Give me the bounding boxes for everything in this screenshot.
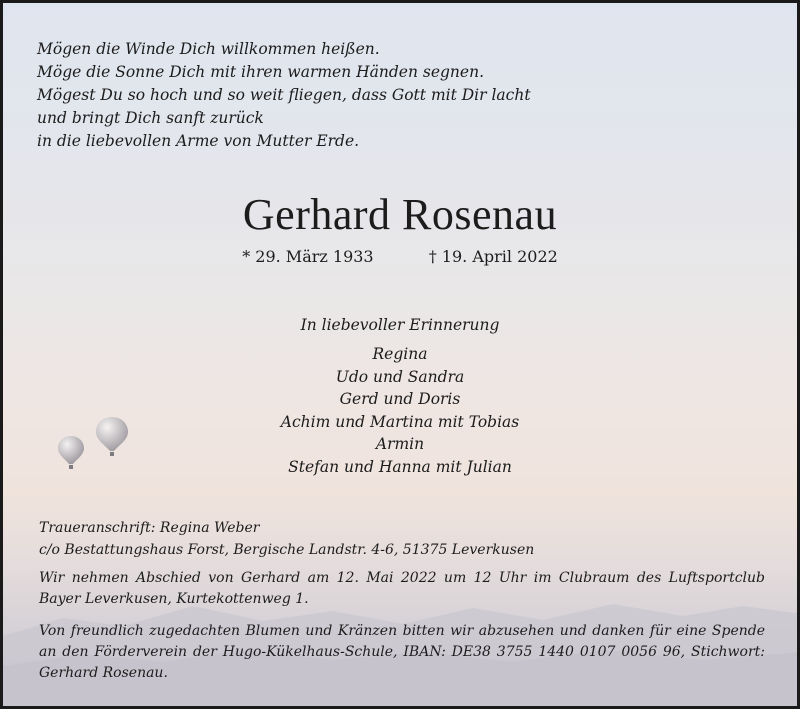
- mourner: Regina: [372, 345, 428, 363]
- memory-line: In liebevoller Erinnerung: [300, 316, 500, 334]
- mourner: Stefan und Hanna mit Julian: [288, 457, 512, 476]
- mourner: Achim und Martina mit Tobias: [280, 412, 520, 431]
- birth-date: * 29. März 1933: [242, 247, 374, 266]
- deceased-name: Gerhard Rosenau: [242, 190, 558, 239]
- mourner: Gerd und Doris: [339, 390, 461, 408]
- poem-line: Möge die Sonne Dich mit ihren warmen Händen segnen.: [37, 63, 484, 81]
- poem-line: Mögest Du so hoch und so weit fliegen, dass Gott mit Dir lacht: [37, 86, 531, 104]
- address-line: Traueranschrift: Regina Weber: [39, 520, 260, 536]
- donation-paragraph: Von freundlich zugedachten Blumen und Kränzen bitten wir abzusehen und danken für eine Spende an den Förderverein der Hugo-Kükelhaus-Schule, IBAN: DE38 3755 1440 0107 0056 96, Stichwort: Gerhard Rosenau.: [39, 623, 765, 681]
- hot-air-balloon-icon: [95, 416, 129, 458]
- poem-line: und bringt Dich sanft zurück: [37, 109, 264, 127]
- death-date: † 19. April 2022: [428, 247, 558, 266]
- address-line: c/o Bestattungshaus Forst, Bergische Landstr. 4-6, 51375 Leverkusen: [39, 542, 535, 558]
- hot-air-balloon-icon: [57, 435, 85, 471]
- poem-line: in die liebevollen Arme von Mutter Erde.: [37, 132, 360, 150]
- poem-line: Mögen die Winde Dich willkommen heißen.: [37, 40, 380, 58]
- mourner: Armin: [375, 435, 425, 453]
- mourner: Udo und Sandra: [335, 367, 465, 386]
- mourning-address: [39, 517, 534, 561]
- farewell-paragraph: Wir nehmen Abschied von Gerhard am 12. Mai 2022 um 12 Uhr im Clubraum des Luftsportclub Bayer Leverkusen, Kurtekottenweg 1.: [39, 570, 765, 607]
- life-dates: [3, 247, 797, 266]
- poem: [37, 38, 531, 153]
